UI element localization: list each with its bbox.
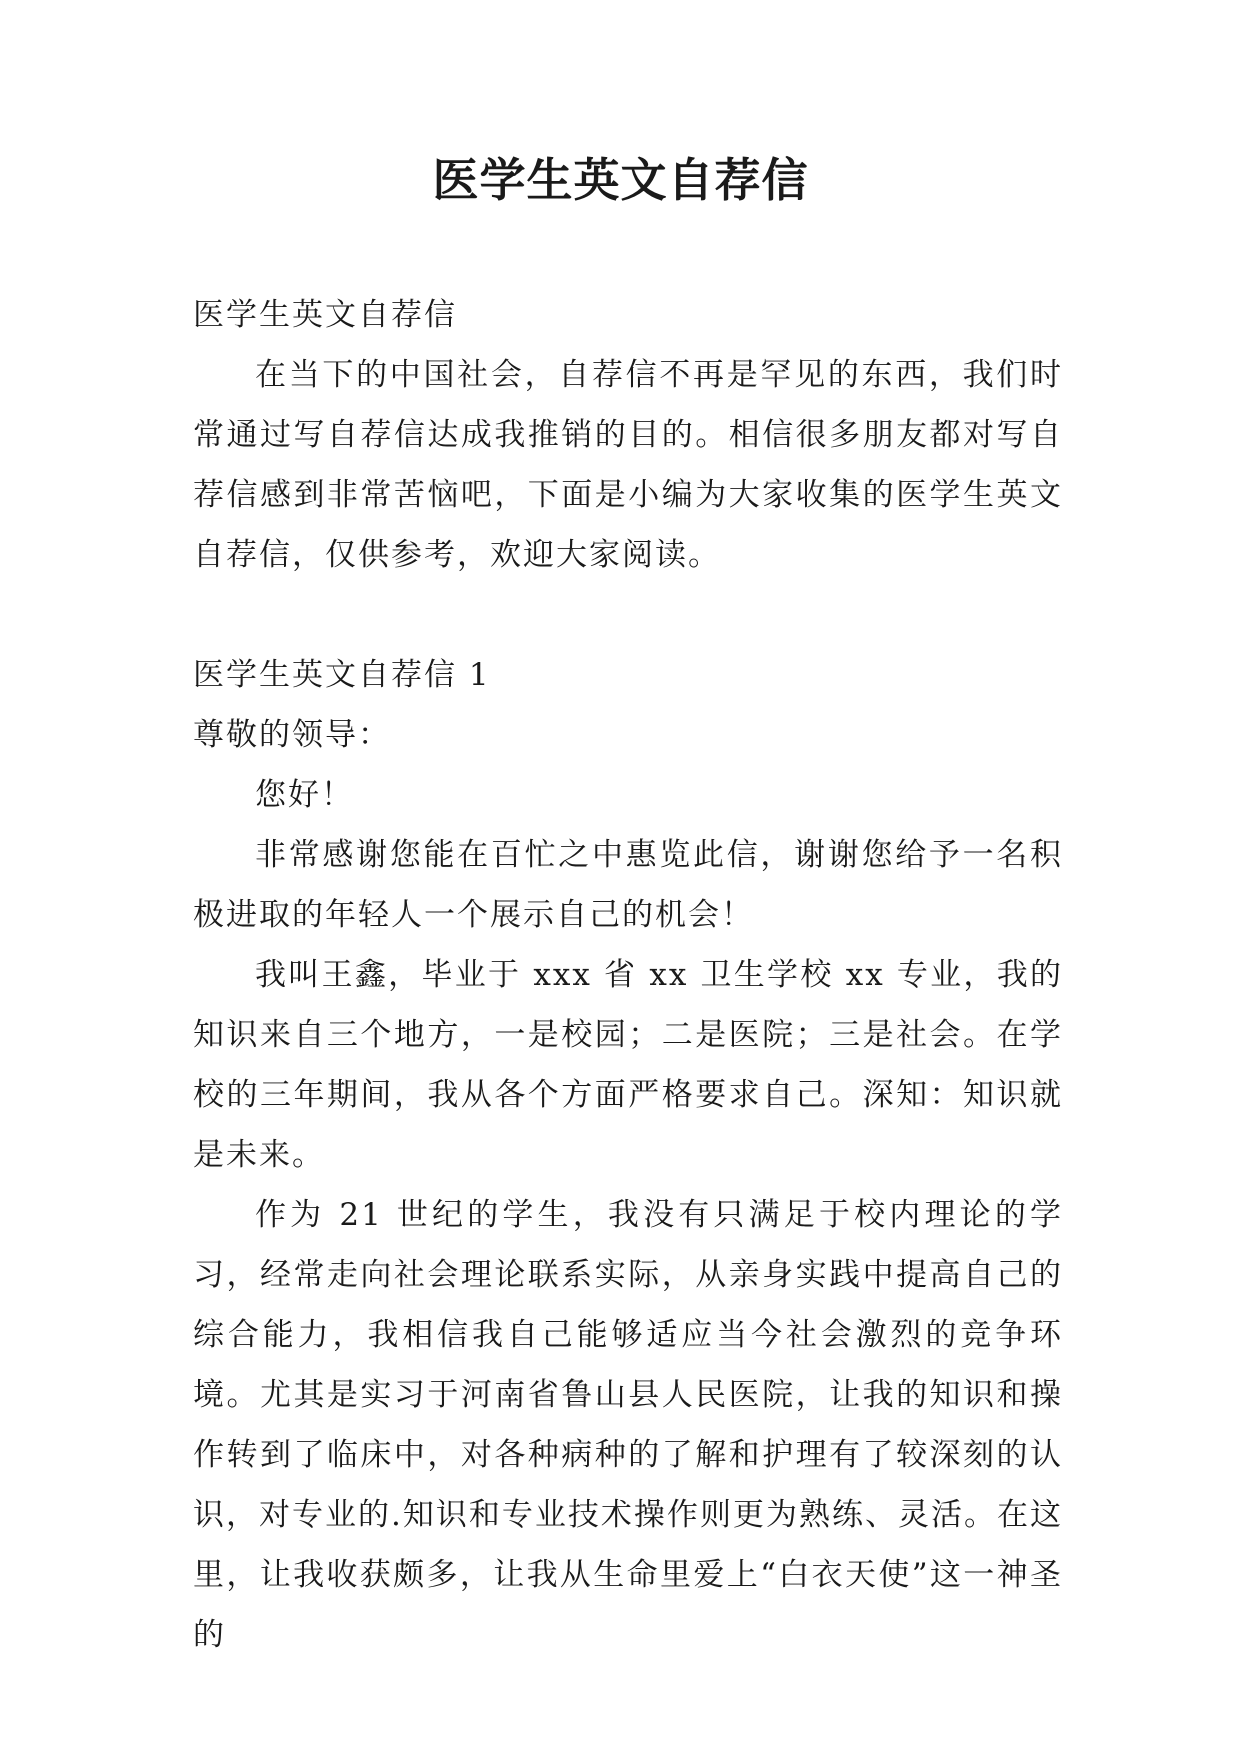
- section-spacer: [193, 585, 1063, 645]
- letter-paragraph: 非常感谢您能在百忙之中惠览此信，谢谢您给予一名积极进取的年轻人一个展示自己的机会！: [193, 837, 1063, 933]
- letter-greeting: 您好！: [255, 777, 354, 813]
- intro-heading: 医学生英文自荐信: [193, 297, 457, 333]
- letter-salutation: 尊敬的领导：: [193, 717, 391, 753]
- document-body: [193, 285, 1063, 1665]
- letter-paragraph: 作为 21 世纪的学生，我没有只满足于校内理论的学习，经常走向社会理论联系实际，从亲身实践中提高自己的综合能力，我相信我自己能够适应当今社会激烈的竞争环境。尤其是实习于河南省鲁山县人民医院，让我的知识和操作转到了临床中，对各种病种的了解和护理有了较深刻的认识，对专业的.知识和专业技术操作则更为熟练、灵活。在这里，让我收获颇多，让我从生命里爱上“白衣天使”这一神圣的: [193, 1197, 1063, 1653]
- intro-paragraph: 在当下的中国社会，自荐信不再是罕见的东西，我们时常通过写自荐信达成我推销的目的。相信很多朋友都对写自荐信感到非常苦恼吧，下面是小编为大家收集的医学生英文自荐信，仅供参考，欢迎大家阅读。: [193, 357, 1063, 573]
- document-title: 医学生英文自荐信: [432, 153, 809, 207]
- letter-paragraph: 我叫王鑫，毕业于 xxx 省 xx 卫生学校 xx 专业，我的知识来自三个地方，一是校园；二是医院；三是社会。在学校的三年期间，我从各个方面严格要求自己。深知：知识就是未来。: [193, 957, 1063, 1173]
- letter-heading: 医学生英文自荐信 1: [193, 657, 491, 693]
